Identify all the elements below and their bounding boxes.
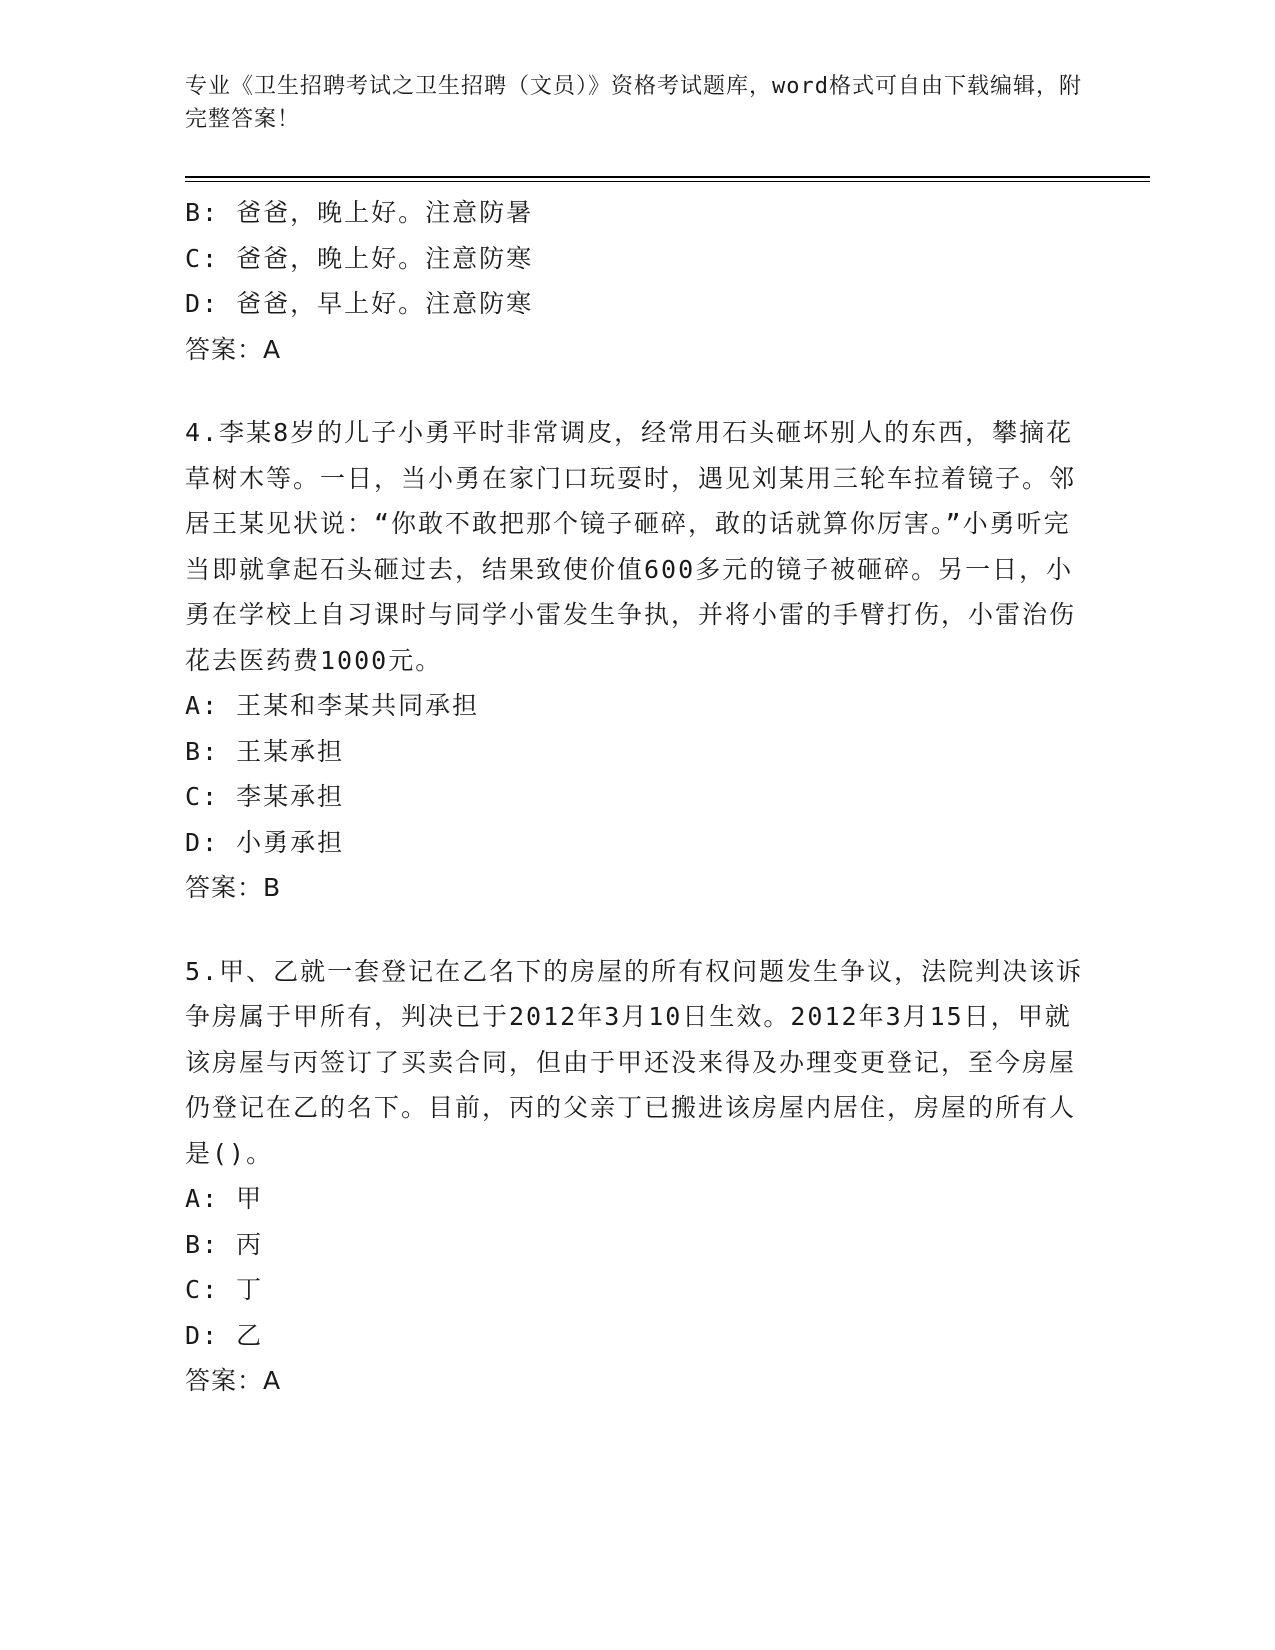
question-4-stem: 4.李某8岁的儿子小勇平时非常调皮，经常用石头砸坏别人的东西，攀摘花草树木等。一日，当小勇在家门口玩耍时，遇见刘某用三轮车拉着镜子。邻居王某见状说：“你敢不敢把那个镜子砸碎，敢的话就算你厉害。”小勇听完当即就拿起石头砸过去，结果致使价值600多元的镜子被砸碎。另一日，小勇在学校上自习课时与同学小雷发生争执，并将小雷的手臂打伤，小雷治伤花去医药费1000元。 (185, 418, 1077, 675)
question-4-option-b: B: 王某承担 (185, 736, 345, 766)
question-4-answer: 答案：B (185, 873, 282, 902)
question-5-answer: 答案：A (185, 1366, 282, 1395)
question-4-option-c: C: 李某承担 (185, 782, 345, 811)
question-3-answer: 答案：A (185, 334, 282, 364)
question-content (185, 190, 1085, 1404)
question-5-option-c: C: 丁 (185, 1275, 264, 1304)
question-4-block (185, 410, 1085, 911)
header-rule-thick (185, 176, 1150, 178)
question-5-block (185, 949, 1085, 1404)
question-3-block (185, 190, 1085, 372)
document-header: 专业《卫生招聘考试之卫生招聘（文员）》资格考试题库，word格式可自由下载编辑，附完整答案！ (185, 74, 1082, 132)
question-4-option-a: A: 王某和李某共同承担 (185, 691, 480, 720)
question-4-option-d: D: 小勇承担 (185, 827, 345, 857)
header-rule-thin (185, 181, 1150, 182)
question-5-option-a: A: 甲 (185, 1184, 264, 1213)
question-3-option-c: C: 爸爸，晚上好。注意防寒 (185, 243, 534, 273)
question-5-option-b: B: 丙 (185, 1229, 264, 1259)
question-3-option-b: B: 爸爸，晚上好。注意防暑 (185, 198, 534, 227)
question-3-option-d: D: 爸爸，早上好。注意防寒 (185, 289, 534, 318)
question-5-option-d: D: 乙 (185, 1320, 264, 1350)
question-5-stem: 5.甲、乙就一套登记在乙名下的房屋的所有权问题发生争议，法院判决该诉争房属于甲所有，判决已于2012年3月10日生效。2012年3月15日，甲就该房屋与丙签订了买卖合同，但由于甲还没来得及办理变更登记，至今房屋仍登记在乙的名下。目前，丙的父亲丁已搬进该房屋内居住，房屋的所有人是()。 (185, 956, 1084, 1168)
